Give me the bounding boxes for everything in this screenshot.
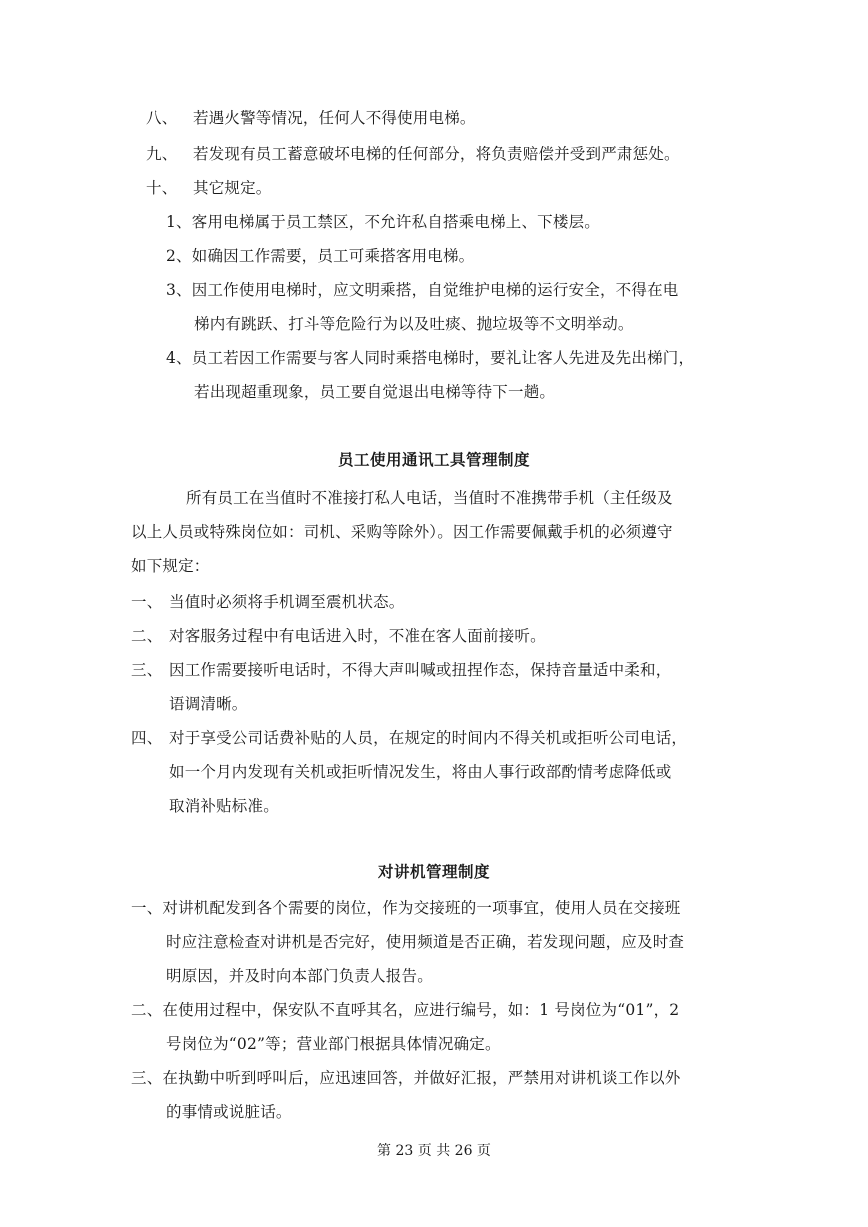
comm-rule-4-continued-1: 如一个月内发现有关机或拒听情况发生，将由人事行政部酌情考虑降低或 — [169, 763, 672, 781]
sub-rule-2 — [166, 244, 474, 266]
comm-rule-1 — [131, 590, 405, 612]
rule-number: 二、 — [131, 627, 163, 645]
rule-text: 对于享受公司话费补贴的人员，在规定的时间内不得关机或拒听公司电话， — [169, 729, 688, 747]
comm-rule-4-continued-2: 取消补贴标准。 — [169, 797, 279, 815]
walkie-rule-3 — [131, 1066, 681, 1088]
rule-text: 当值时必须将手机调至震机状态。 — [169, 593, 405, 611]
sub-rule-number: 4、 — [166, 349, 192, 367]
sub-rule-number: 2、 — [166, 247, 192, 265]
sub-rule-text: 客用电梯属于员工禁区，不允许私自搭乘电梯上、下楼层。 — [191, 213, 600, 231]
sub-rule-text: 员工若因工作需要与客人同时乘搭电梯时，要礼让客人先进及先出梯门， — [191, 349, 695, 367]
page-footer: 第 23 页 共 26 页 — [377, 1143, 491, 1159]
rule-item-10 — [146, 176, 272, 198]
sub-rule-1 — [166, 210, 600, 232]
walkie-rule-1-continued-2: 明原因，并及时向本部门负责人报告。 — [166, 967, 433, 985]
rule-item-9 — [146, 142, 680, 164]
walkie-rule-1-continued-1: 时应注意检查对讲机是否完好，使用频道是否正确，若发现问题，应及时查 — [166, 933, 685, 951]
intro-paragraph-line-3: 如下规定： — [131, 557, 210, 575]
sub-rule-text: 如确因工作需要，员工可乘搭客用电梯。 — [191, 247, 475, 265]
intro-paragraph-line-2: 以上人员或特殊岗位如：司机、采购等除外）。因工作需要佩戴手机的必须遵守 — [131, 523, 673, 541]
rule-number: 一、 — [131, 593, 163, 611]
walkie-rule-2 — [131, 998, 679, 1020]
intro-paragraph-line-1: 所有员工在当值时不准接打私人电话，当值时不准携带手机（主任级及 — [186, 489, 673, 507]
section-title-communication: 员工使用通讯工具管理制度 — [337, 450, 530, 469]
rule-number: 十、 — [146, 179, 178, 197]
rule-text: 对客服务过程中有电话进入时，不准在客人面前接听。 — [169, 627, 546, 645]
rule-item-8 — [146, 106, 476, 128]
rule-text: 因工作需要接听电话时，不得大声叫喊或扭捏作态，保持音量适中柔和， — [169, 661, 672, 679]
rule-text: 在使用过程中，保安队不直呼其名，应进行编号，如：1 号岗位为“01”，2 — [162, 1001, 680, 1019]
walkie-rule-3-continued: 的事情或说脏话。 — [166, 1103, 292, 1121]
comm-rule-2 — [131, 624, 546, 646]
sub-rule-number: 1、 — [166, 213, 192, 231]
walkie-rule-2-continued: 号岗位为“02”等；营业部门根据具体情况确定。 — [166, 1035, 501, 1053]
rule-number: 九、 — [146, 145, 178, 163]
rule-text: 若发现有员工蓄意破坏电梯的任何部分，将负责赔偿并受到严肃惩处。 — [193, 145, 680, 163]
sub-rule-4 — [166, 346, 694, 368]
comm-rule-3-continued: 语调清晰。 — [169, 695, 248, 713]
walkie-rule-1 — [131, 896, 681, 918]
sub-rule-3-continued: 梯内有跳跃、打斗等危险行为以及吐痰、抛垃圾等不文明举动。 — [194, 315, 634, 333]
rule-number: 三、 — [131, 1069, 163, 1087]
section-title-walkie-talkie: 对讲机管理制度 — [377, 862, 490, 881]
sub-rule-number: 3、 — [166, 281, 192, 299]
comm-rule-3 — [131, 658, 671, 680]
rule-number: 三、 — [131, 661, 163, 679]
rule-text: 在执勤中听到呼叫后，应迅速回答，并做好汇报，严禁用对讲机谈工作以外 — [162, 1069, 681, 1087]
sub-rule-3 — [166, 278, 678, 300]
rule-text: 其它规定。 — [193, 179, 272, 197]
rule-number: 四、 — [131, 729, 163, 747]
rule-text: 若遇火警等情况，任何人不得使用电梯。 — [193, 109, 476, 127]
rule-number: 一、 — [131, 899, 163, 917]
sub-rule-4-continued: 若出现超重现象，员工要自觉退出电梯等待下一趟。 — [194, 383, 556, 401]
sub-rule-text: 因工作使用电梯时，应文明乘搭，自觉维护电梯的运行安全，不得在电 — [191, 281, 679, 299]
comm-rule-4 — [131, 726, 687, 748]
rule-text: 对讲机配发到各个需要的岗位，作为交接班的一项事宜，使用人员在交接班 — [162, 899, 681, 917]
rule-number: 八、 — [146, 109, 178, 127]
rule-number: 二、 — [131, 1001, 163, 1019]
